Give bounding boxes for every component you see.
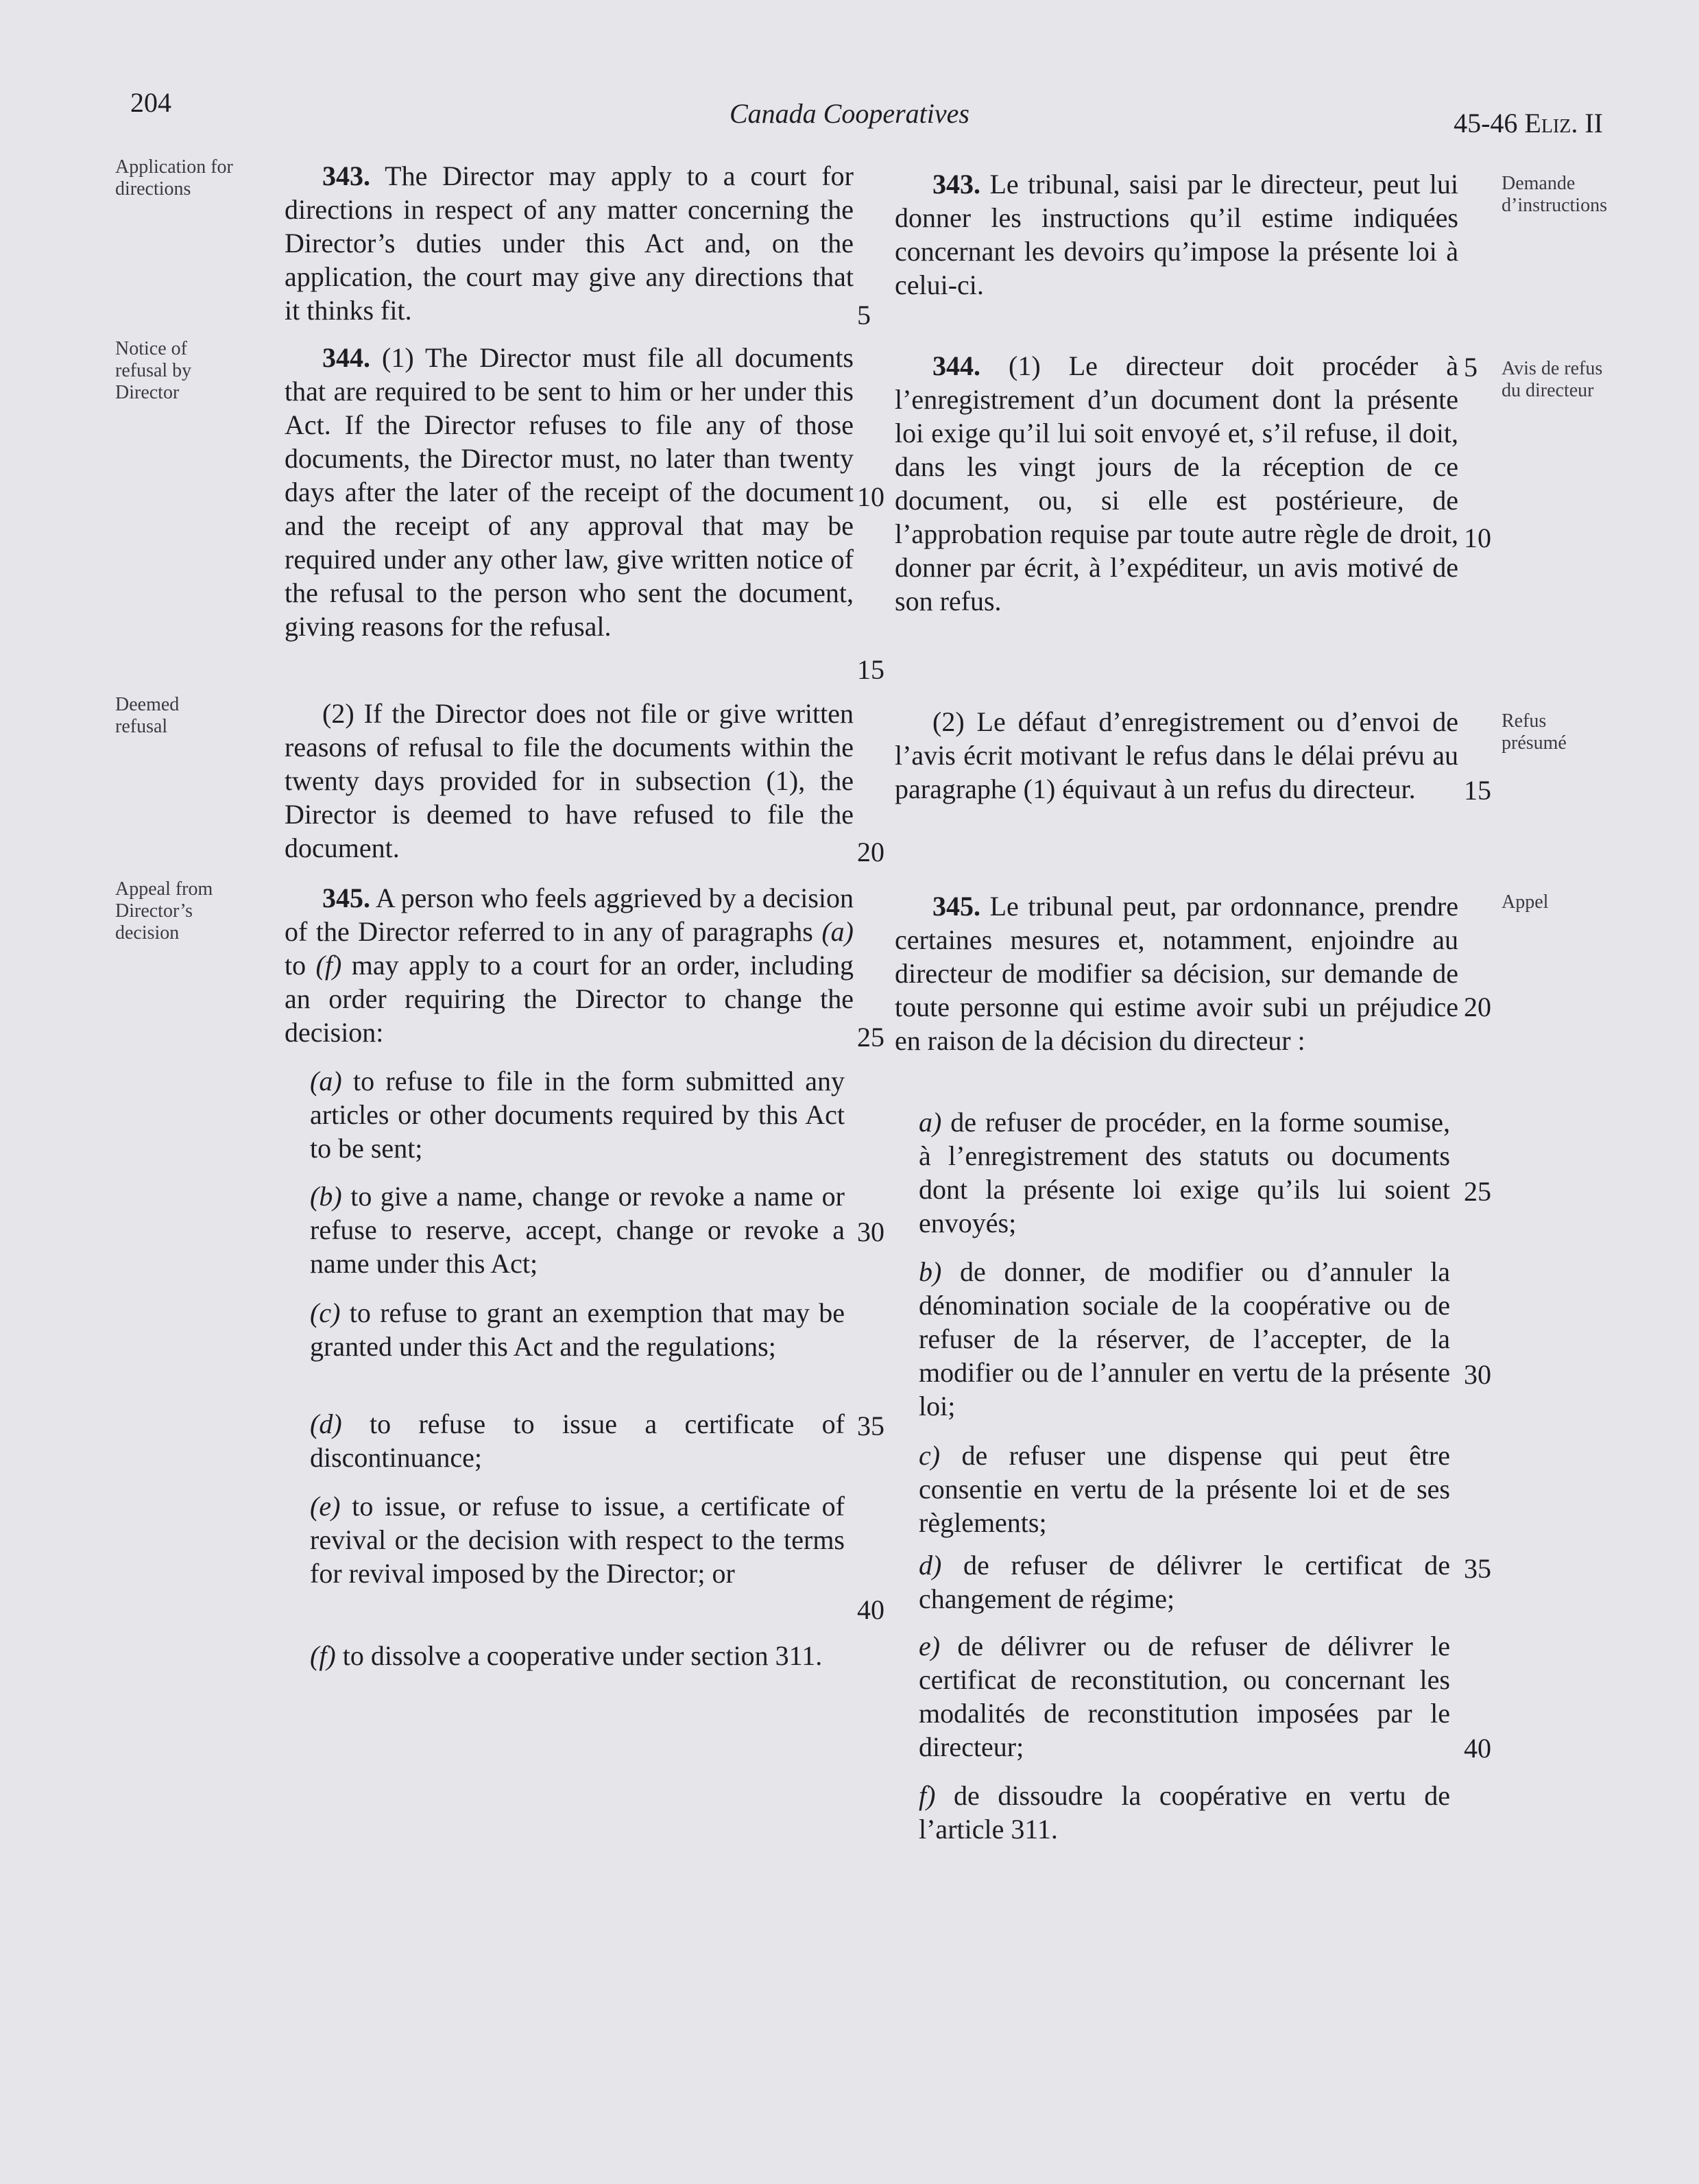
volume-reference	[1454, 110, 1603, 137]
en-section-343	[285, 159, 854, 327]
margin-note-application-for-directions: Application for directions	[115, 156, 233, 200]
en-section-344-1-text: (1) The Director must file all documents that are required to be sent to him or her under this Act. If the Director refuses to file any of those documents, the Director must, no later than twenty days after the later of the receipt of the document and the receipt of any approval that may be required under any other law, give written notice of the refusal to the person who sent the document, giving reasons for the refusal.	[285, 342, 854, 642]
en-paragraph-a: (a) to refuse to file in the form submitted any articles or other documents required by this Act to be sent;	[310, 1066, 845, 1164]
fr-paragraph-d: d) de refuser de délivrer le certificat de changement de régime;	[919, 1550, 1450, 1614]
fr-line-number: 40	[1464, 1733, 1491, 1764]
en-paragraph-d: (d) to refuse to issue a certificate of discontinuance;	[310, 1408, 845, 1473]
margin-note-refus-presume: Refus présumé	[1502, 710, 1567, 754]
fr-line-number: 5	[1464, 352, 1478, 383]
fr-line-number: 30	[1464, 1359, 1491, 1390]
fr-section-344-1: 344. (1) Le directeur doit procéder à l’enregistrement d’un document dont la présente loi exige qu’il lui soit envoyé et, s’il refuse, il doit, dans les vingt jours de la réception de ce document, ou, si elle est postérieure, de l’approbation requise par toute autre règle de droit, donner par écrit, à l’expéditeur, un avis motivé de son refus.	[895, 350, 1458, 616]
margin-note-appeal-from-director: Appeal from Director’s decision	[115, 878, 213, 944]
fr-paragraph-a: a) de refuser de procéder, en la forme soumise, à l’enregistrement des statuts ou documents dont la présente loi exige qu’ils lui soient envoyés;	[919, 1107, 1450, 1238]
en-line-number: 10	[857, 481, 884, 512]
margin-note-notice-of-refusal: Notice of refusal by Director	[115, 338, 192, 403]
en-line-number: 15	[857, 654, 884, 685]
en-section-344-1	[285, 341, 854, 643]
en-section-345-number: 345.	[322, 883, 370, 913]
fr-line-number: 35	[1464, 1553, 1491, 1584]
en-section-344-number: 344.	[322, 342, 370, 373]
fr-section-345: 345. Le tribunal peut, par ordonnance, prendre certaines mesures et, notamment, enjoindre au directeur de modifier sa décision, sur demande de toute personne qui estime avoir subi un préjudice en raison de la décision du directeur :	[895, 891, 1458, 1056]
en-paragraph-b: (b) to give a name, change or revoke a name or refuse to reserve, accept, change or revoke a name under this Act;	[310, 1181, 845, 1279]
fr-line-number: 15	[1464, 775, 1491, 806]
en-line-number: 5	[857, 300, 871, 331]
en-line-number: 30	[857, 1216, 884, 1247]
en-line-number: 40	[857, 1594, 884, 1625]
running-title: Canada Cooperatives	[730, 98, 969, 129]
margin-note-appel: Appel	[1502, 891, 1549, 913]
en-section-344-2: (2) If the Director does not file or give written reasons of refusal to file the documents within the twenty days provided for in subsection (1), the Director is deemed to have refused to file the document.	[285, 698, 854, 863]
fr-section-343-number: 343.	[932, 169, 980, 200]
en-paragraph-f: (f) to dissolve a cooperative under section 311.	[310, 1640, 823, 1671]
fr-line-number: 10	[1464, 523, 1491, 553]
en-section-343-number: 343.	[322, 160, 370, 191]
en-paragraph-e: (e) to issue, or refuse to issue, a certificate of revival or the decision with respect to the terms for revival imposed by the Director; or	[310, 1491, 845, 1589]
fr-paragraph-c: c) de refuser une dispense qui peut être consentie en vertu de la présente loi et de ses règlements;	[919, 1440, 1450, 1538]
margin-note-avis-de-refus: Avis de refus du directeur	[1502, 358, 1603, 401]
volume-ref-smallcaps: Eliz.	[1524, 108, 1578, 139]
fr-paragraph-e: e) de délivrer ou de refuser de délivrer le certificat de reconstitution, ou concernant les modalités de reconstitution imposées par le directeur;	[919, 1631, 1450, 1762]
margin-note-demande-instructions: Demande d’instructions	[1502, 173, 1607, 216]
en-line-number: 25	[857, 1022, 884, 1053]
fr-section-345-number: 345.	[932, 891, 980, 922]
page-number: 204	[130, 87, 171, 118]
en-line-number: 35	[857, 1411, 884, 1441]
en-section-343-text: The Director may apply to a court for directions in respect of any matter concerning the Director’s duties under this Act and, on the application, the court may give any directions that it thinks fit.	[285, 160, 854, 326]
en-line-number: 20	[857, 837, 884, 867]
fr-line-number: 20	[1464, 992, 1491, 1022]
en-section-345: 345. A person who feels aggrieved by a decision of the Director referred to in any of paragraphs (a) to (f) may apply to a court for an order, including an order requiring the Director to change the decision:	[285, 883, 854, 1048]
fr-paragraph-f: f) de dissoudre la coopérative en vertu de l’article 311.	[919, 1780, 1450, 1845]
fr-section-344-2: (2) Le défaut d’enregistrement ou d’envoi de l’avis écrit motivant le refus dans le délai prévu au paragraphe (1) équivaut à un refus du directeur.	[895, 706, 1458, 804]
fr-line-number: 25	[1464, 1176, 1491, 1207]
en-paragraph-c: (c) to refuse to grant an exemption that may be granted under this Act and the regulations;	[310, 1297, 845, 1362]
fr-section-344-number: 344.	[932, 350, 980, 381]
margin-note-deemed-refusal: Deemed refusal	[115, 694, 180, 737]
volume-ref-suffix: II	[1578, 108, 1603, 139]
fr-paragraph-b: b) de donner, de modifier ou d’annuler la dénomination sociale de la coopérative ou de refuser de la réserver, de l’accepter, de la modifier ou de l’annuler en vertu de la présente loi;	[919, 1256, 1450, 1421]
fr-section-343: 343. Le tribunal, saisi par le directeur, peut lui donner les instructions qu’il estime indiquées concernant les devoirs qu’impose la présente loi à celui-ci.	[895, 169, 1458, 300]
volume-ref-prefix: 45-46	[1454, 108, 1525, 139]
